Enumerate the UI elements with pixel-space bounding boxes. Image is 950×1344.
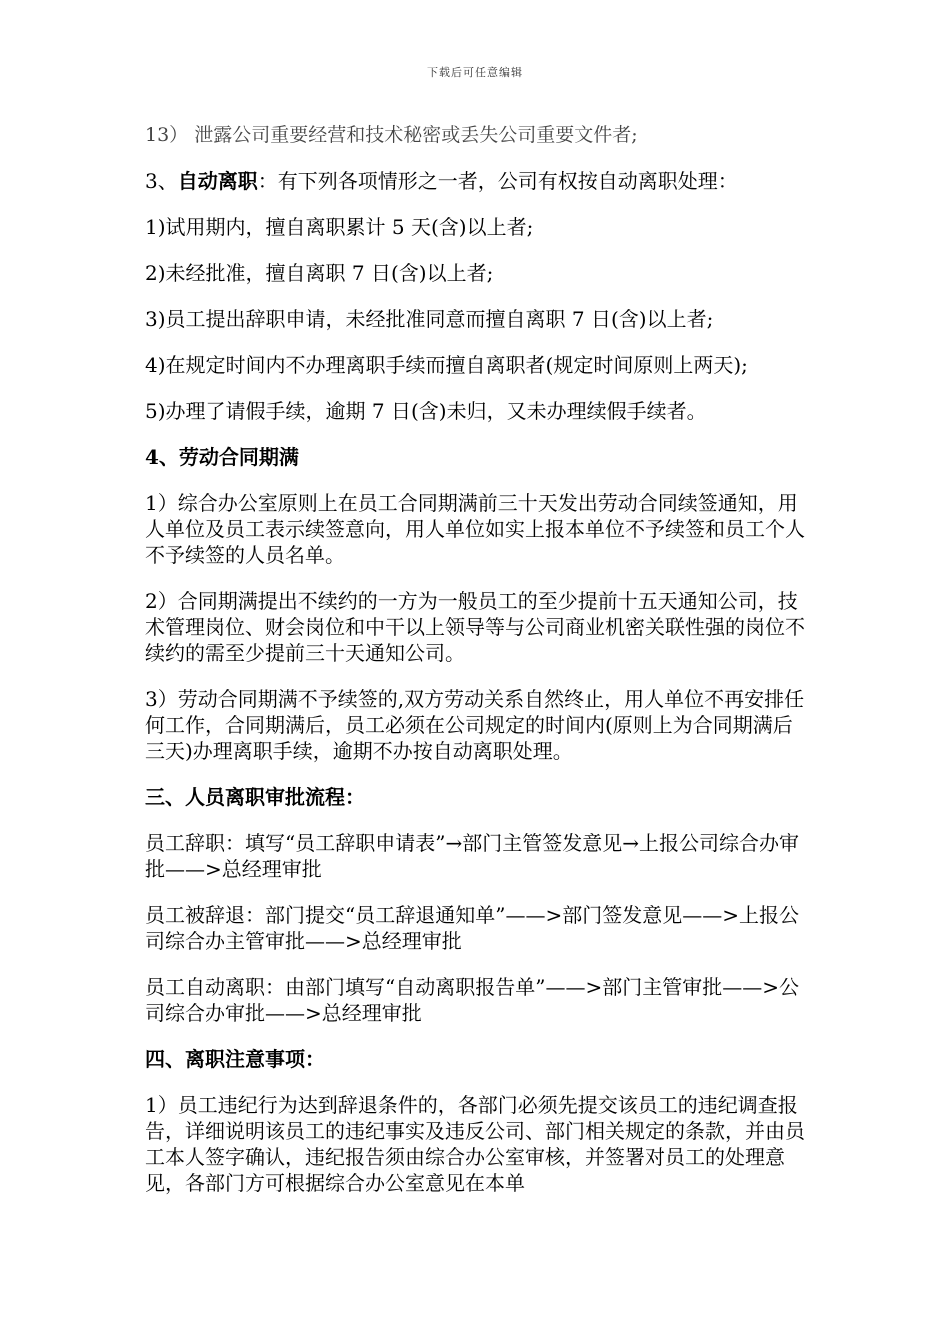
- contract-paragraph: 2）合同期满提出不续约的一方为一般员工的至少提前十五天通知公司，技术管理岗位、财会岗位和中干以上领导等与公司商业机密关联性强的岗位不续约的需至少提前三十天通知公司。: [145, 589, 805, 665]
- section-heading-approval-process: 三、人员离职审批流程：: [145, 785, 365, 809]
- list-item: 2)未经批准，擅自离职 7 日(含)以上者;: [145, 261, 494, 285]
- section-keyword: 自动离职: [177, 169, 258, 193]
- list-item: 1)试用期内，擅自离职累计 5 天(含)以上者;: [145, 215, 534, 239]
- section-description: ：有下列各项情形之一者，公司有权按自动离职处理：: [257, 169, 738, 193]
- document-body: [145, 122, 810, 1216]
- section-number: 3、: [145, 169, 178, 193]
- page-header: 下载后可任意编辑: [427, 66, 523, 79]
- contract-paragraph: 1）综合办公室原则上在员工合同期满前三十天发出劳动合同续签通知，用人单位及员工表示续签意向，用人单位如实上报本单位不予续签和员工个人不予续签的人员名单。: [145, 491, 805, 567]
- section-heading-notes: 四、离职注意事项：: [145, 1047, 325, 1071]
- notes-paragraph: 1）员工违纪行为达到辞退条件的，各部门必须先提交该员工的违纪调查报告，详细说明该员工的违纪事实及违反公司、部门相关规定的条款，并由员工本人签字确认，违纪报告须由综合办公室审核，并签署对员工的处理意见，各部门方可根据综合办公室意见在本单: [145, 1093, 805, 1195]
- paragraph-item-13: 13） 泄露公司重要经营和技术秘密或丢失公司重要文件者;: [145, 124, 638, 146]
- process-paragraph: 员工自动离职：由部门填写“自动离职报告单”——>部门主管审批——>公司综合办审批——>总经理审批: [145, 975, 799, 1025]
- process-paragraph: 员工被辞退：部门提交“员工辞退通知单”——>部门签发意见——>上报公司综合办主管审批——>总经理审批: [145, 903, 799, 953]
- list-item: 4)在规定时间内不办理离职手续而擅自离职者(规定时间原则上两天);: [145, 353, 748, 377]
- contract-paragraph: 3）劳动合同期满不予续签的,双方劳动关系自然终止，用人单位不再安排任何工作，合同期满后，员工必须在公司规定的时间内(原则上为合同期满后三天)办理离职手续，逾期不办按自动离职处理。: [145, 687, 805, 763]
- section-auto-resignation: [145, 168, 810, 194]
- process-paragraph: 员工辞职：填写“员工辞职申请表”→部门主管签发意见→上报公司综合办审批——>总经理审批: [145, 831, 799, 881]
- section-heading-contract-expiry: 4、劳动合同期满: [145, 445, 299, 469]
- list-item: 3)员工提出辞职申请，未经批准同意而擅自离职 7 日(含)以上者;: [145, 307, 714, 331]
- list-item: 5)办理了请假手续，逾期 7 日(含)未归，又未办理续假手续者。: [145, 399, 707, 423]
